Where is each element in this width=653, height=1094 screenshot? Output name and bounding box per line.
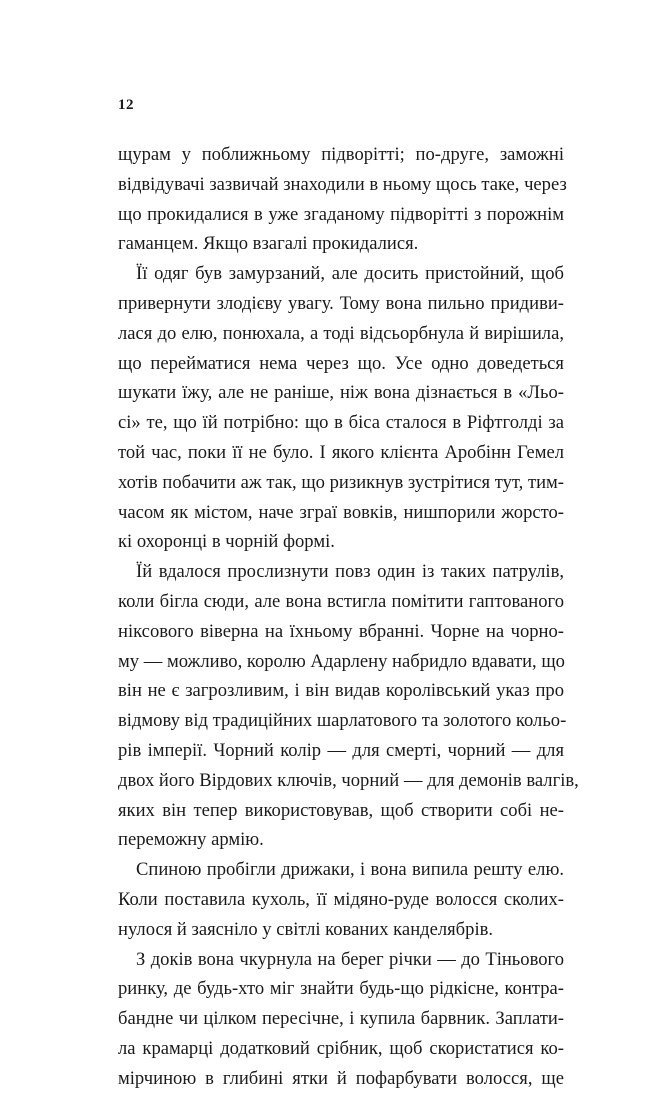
paragraph (118, 855, 564, 944)
text-line: коли бігла сюди, але вона встигла помітити гаптованого (118, 590, 564, 612)
paragraph (118, 140, 567, 259)
text-line: нулося й заяснiло у світлі кованих канделябрів. (118, 918, 494, 940)
text-line: шукати їжу, але не раніше, ніж вона дізнається в «Льо- (118, 382, 564, 404)
paragraph (118, 945, 564, 1094)
text-line: відвідувачі зазвичай знаходили в ньому щось таке, через (118, 173, 567, 195)
text-line: Їй вдалося прослизнути повз один із таких патрулів, (136, 561, 564, 583)
text-line: З доків вона чкурнула на берег річки — до Тіньового (136, 948, 564, 970)
text-line: кі охоронці в чорній формі. (118, 531, 335, 553)
text-line: хотів побачити аж так, що ризикнув зустрітися тут, тим- (118, 471, 564, 493)
text-line: бандне чи цілком пересічне, і купила барвник. Заплати- (118, 1008, 564, 1030)
text-line: двох його Вірдових ключів, чорний — для демонів валгів, (118, 769, 579, 791)
text-line: лася до елю, понюхала, а тоді відсьорбнула й вирішила, (118, 322, 564, 344)
text-line: привернути злодієву увагу. Тому вона пильно придиви- (118, 292, 564, 314)
text-line: часом як містом, наче зграї вовків, нишпорили жорсто- (118, 501, 564, 523)
text-line: він не є загрозливим, і він видав королівський указ про (118, 680, 564, 702)
text-line: переможну армію. (118, 829, 264, 851)
paragraph (118, 557, 579, 855)
text-line: щурам у поближньому підворітті; по-друге, заможні (118, 144, 564, 165)
page-number: 12 (118, 97, 134, 113)
text-line: той час, поки її не було. І якого клієнта Аробінн Гемел (118, 441, 564, 463)
text-line: рів імперії. Чорний колір — для смерті, чорний — для (118, 739, 564, 761)
text-line: яких він тепер використовував, щоб створити собі не- (118, 799, 564, 821)
text-line: відмову від традиційних шарлатового та золотого кольо- (118, 710, 567, 732)
text-line: мірчиною в глибині ятки й пофарбувати волосся, ще (118, 1067, 564, 1089)
text-line: Коли поставила кухоль, її мідяно-руде волосся сколих- (118, 888, 564, 910)
text-line: ринку, де будь-хто міг знайти будь-що рідкісне, контра- (118, 978, 564, 1000)
text-line: гаманцем. Якщо взагалі прокидалися. (118, 233, 419, 255)
text-line: сі» те, що їй потрібно: що в біса сталося в Ріфтголді за (118, 412, 564, 434)
body-text (118, 140, 579, 1094)
paragraph (118, 259, 564, 557)
text-line: Спиною пробігли дрижаки, і вона випила решту елю. (136, 859, 564, 881)
text-line: му — можливо, королю Адарлену набридло вдавати, що (118, 650, 565, 672)
text-line: ла крамарці додатковий срібник, щоб скористатися ко- (118, 1037, 564, 1059)
text-line: що перейматися нема через що. Усе одно доведеться (118, 352, 564, 374)
text-line: ніксового віверна на їхньому вбранні. Чорне на чорно- (118, 620, 564, 642)
text-line: Її одяг був замурзаний, але досить пристойний, щоб (136, 263, 564, 285)
text-line: що прокидалися в уже згаданому підворітті з порожнім (118, 203, 564, 225)
